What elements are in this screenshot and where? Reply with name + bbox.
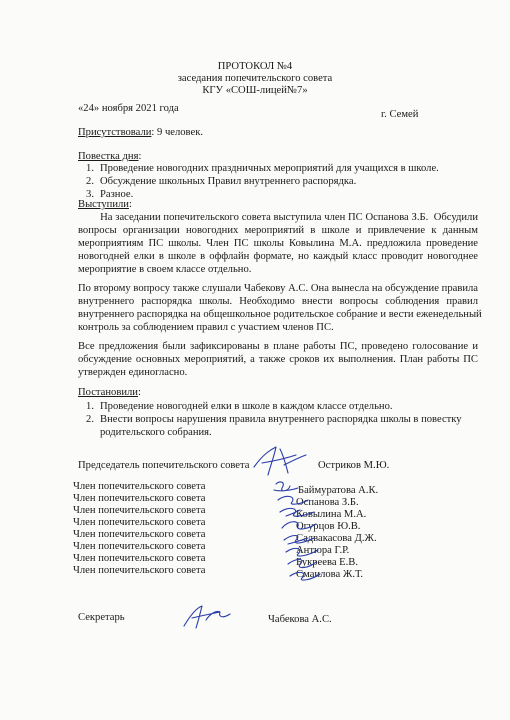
- list-item: [78, 175, 439, 188]
- agenda-colon: :: [138, 151, 142, 162]
- member-name: Садвакасова Д.Ж.: [296, 533, 377, 544]
- list-item: [78, 162, 439, 175]
- list-item: [78, 188, 439, 201]
- list-item: [78, 426, 462, 439]
- paragraph-voting: [78, 340, 478, 379]
- member-name: Смаилова Ж.Т.: [296, 569, 364, 580]
- secretary-name: Чабекова А.С.: [268, 614, 332, 625]
- text-line: На заседании попечительского совета выступила член ПС Оспанова З.Б. Обсудили: [78, 212, 478, 223]
- item-number: 2.: [86, 414, 94, 425]
- present-label: Присутствовали: [78, 127, 152, 138]
- secretary-title: Секретарь: [78, 612, 125, 623]
- protocol-title: ПРОТОКОЛ №4: [217, 61, 293, 72]
- meeting-subtitle: заседания попечительского совета: [177, 73, 333, 84]
- speakers-colon: :: [128, 199, 132, 210]
- meeting-city: г. Семей: [381, 109, 419, 120]
- speakers-label: Выступили: [78, 199, 129, 210]
- item-text: Проведение новогодней елки в школе в каждом классе отдельно.: [100, 401, 393, 412]
- decided-colon: :: [137, 387, 141, 398]
- text-line: Все предложения были зафиксированы в плане работы ПС, проведено голосование и: [78, 341, 478, 352]
- meeting-date: «24» ноября 2021 года: [78, 103, 179, 114]
- item-text: родительского собрания.: [100, 427, 212, 438]
- text-line: контроль за соблюдением правил с участием членов ПС.: [78, 322, 334, 334]
- chairman-name: Остриков М.Ю.: [318, 460, 390, 471]
- text-line: мероприятиям ПС школы. Член ПС школы Ковылина М.А. предложила проведение: [78, 238, 478, 250]
- item-number: 2.: [86, 176, 94, 187]
- member-title: Член попечительского совета: [73, 505, 206, 516]
- member-title: Член попечительского совета: [73, 553, 206, 564]
- member-name: Оспанова З.Б.: [296, 497, 359, 508]
- member-title: Член попечительского совета: [73, 529, 206, 540]
- text-line: новогодней елки в школе в оффлайн формате, но каждый класс проводит новогоднее: [78, 251, 478, 263]
- member-title: Член попечительского совета: [73, 481, 206, 492]
- paragraph-second-question: [78, 282, 482, 334]
- text-line: По второму вопросу также слушали Чабекову А.С. Она вынесла на обсуждение правила: [78, 283, 478, 294]
- paragraph-speakers: [78, 211, 478, 276]
- secretary-signature: [180, 600, 240, 632]
- member-title: Член попечительского совета: [73, 541, 206, 552]
- speakers-heading: [78, 198, 132, 211]
- item-number: 3.: [86, 189, 94, 200]
- item-text: Внести вопросы нарушения правила внутреннего распорядка школы в повестку: [100, 414, 462, 425]
- list-item: [78, 413, 462, 426]
- members-signatures: [270, 478, 330, 590]
- member-name: Ковылина М.А.: [296, 509, 367, 520]
- text-line: мероприятие в своем классе отдельно.: [78, 264, 252, 276]
- agenda-label: Повестка дня: [78, 151, 139, 162]
- decided-label: Постановили: [78, 387, 138, 398]
- organization-name: КГУ «СОШ-лицей№7»: [202, 85, 308, 96]
- member-name: Букреева Е.В.: [296, 557, 359, 568]
- member-name: Баймуратова А.К.: [298, 485, 379, 496]
- list-item: [78, 400, 462, 413]
- item-text: Разное.: [100, 189, 134, 200]
- text-line: утвержден единогласно.: [78, 367, 188, 379]
- present-line: [78, 126, 203, 139]
- agenda-list: [78, 162, 439, 201]
- decided-heading: [78, 386, 141, 399]
- decided-list: [78, 400, 462, 439]
- item-number: 1.: [86, 163, 94, 174]
- member-name: Антюра Г.Р.: [296, 545, 350, 556]
- member-name: Огурцов Ю.В.: [296, 521, 361, 532]
- member-title: Член попечительского совета: [73, 517, 206, 528]
- member-title: Член попечительского совета: [73, 565, 206, 576]
- member-title: Член попечительского совета: [73, 493, 206, 504]
- chairman-signature: [250, 443, 310, 479]
- text-line: внутреннего распорядка на общешкольное родительское собрание и вести еженедельный: [78, 309, 482, 321]
- present-value: : 9 человек.: [151, 127, 203, 138]
- text-line: обсуждение основных мероприятий, а также сроков их выполнения. План работы ПС: [78, 354, 478, 366]
- chairman-title: Председатель попечительского совета: [78, 460, 250, 471]
- item-text: Проведение новогодних праздничных мероприятий для учащихся в школе.: [100, 163, 439, 174]
- text-line: внутреннего распорядка школы. Необходимо внести вопросы соблюдения правил: [78, 296, 478, 308]
- item-text: Обсуждение школьных Правил внутреннего распорядка.: [100, 176, 357, 187]
- text-line: вопросы организации новогодних мероприятий в школе и привлечение к данным: [78, 225, 478, 237]
- item-number: 1.: [86, 401, 94, 412]
